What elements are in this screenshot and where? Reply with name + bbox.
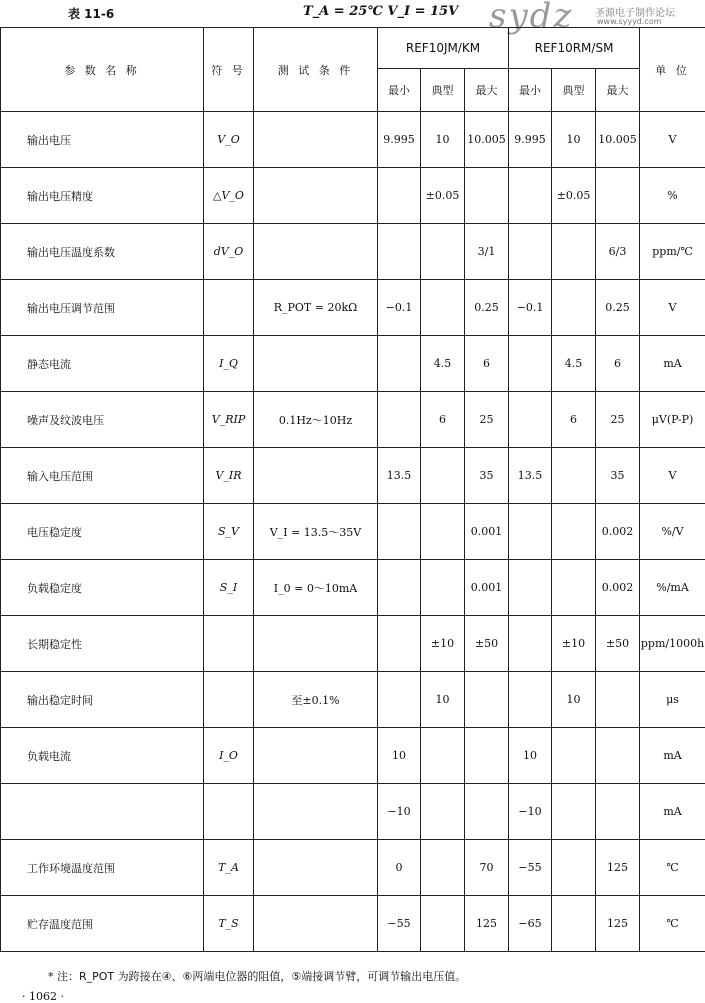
col-header-condition: 测 试 条 件	[254, 28, 378, 112]
test-condition	[254, 336, 378, 392]
table-header-row	[1, 28, 705, 69]
test-condition: V_I = 13.5～35V	[254, 504, 378, 560]
watermark-logo: sydz	[489, 0, 573, 36]
param-symbol: I_Q	[204, 336, 254, 392]
value-cell	[552, 728, 596, 784]
value-cell: 0.001	[465, 560, 509, 616]
value-cell: ±50	[465, 616, 509, 672]
value-cell: 9.995	[509, 112, 552, 168]
value-cell: −55	[509, 840, 552, 896]
unit-cell: ℃	[640, 840, 705, 896]
watermark-url: www.syyyd.com	[597, 17, 662, 26]
value-cell	[421, 504, 465, 560]
col-header-param: 参 数 名 称	[1, 28, 204, 112]
unit-cell: V	[640, 448, 705, 504]
unit-cell: ℃	[640, 896, 705, 952]
table-row	[1, 672, 705, 728]
subheader-typ: 典型	[552, 69, 596, 112]
value-cell	[509, 168, 552, 224]
table-row	[1, 504, 705, 560]
table-row	[1, 784, 705, 840]
param-symbol: V_RIP	[204, 392, 254, 448]
value-cell	[378, 672, 421, 728]
unit-cell: %	[640, 168, 705, 224]
col-header-symbol: 符 号	[204, 28, 254, 112]
param-symbol	[204, 280, 254, 336]
value-cell	[552, 784, 596, 840]
group-header-jm-km: REF10JM/KM	[378, 28, 509, 69]
value-cell: 13.5	[509, 448, 552, 504]
value-cell: 4.5	[552, 336, 596, 392]
param-symbol: V_O	[204, 112, 254, 168]
value-cell	[552, 504, 596, 560]
value-cell: 9.995	[378, 112, 421, 168]
unit-cell: μs	[640, 672, 705, 728]
table-row	[1, 392, 705, 448]
param-symbol: T_A	[204, 840, 254, 896]
param-symbol	[204, 672, 254, 728]
value-cell: 70	[465, 840, 509, 896]
table-row	[1, 280, 705, 336]
param-symbol	[204, 784, 254, 840]
unit-cell: V	[640, 112, 705, 168]
test-condition	[254, 112, 378, 168]
test-condition	[254, 616, 378, 672]
value-cell: 35	[596, 448, 640, 504]
test-condition	[254, 448, 378, 504]
value-cell	[465, 784, 509, 840]
param-name: 长期稳定性	[1, 616, 204, 672]
param-symbol: I_O	[204, 728, 254, 784]
value-cell	[509, 224, 552, 280]
value-cell: 6/3	[596, 224, 640, 280]
param-name: 贮存温度范围	[1, 896, 204, 952]
value-cell: −65	[509, 896, 552, 952]
value-cell	[509, 616, 552, 672]
value-cell	[552, 448, 596, 504]
param-name: 负载稳定度	[1, 560, 204, 616]
value-cell: 35	[465, 448, 509, 504]
param-name: 静态电流	[1, 336, 204, 392]
param-name: 工作环境温度范围	[1, 840, 204, 896]
param-name: 输出电压温度系数	[1, 224, 204, 280]
param-name	[1, 784, 204, 840]
value-cell	[421, 560, 465, 616]
value-cell	[509, 392, 552, 448]
value-cell	[421, 224, 465, 280]
unit-cell: V	[640, 280, 705, 336]
value-cell: ±10	[552, 616, 596, 672]
table-row	[1, 896, 705, 952]
value-cell: ±10	[421, 616, 465, 672]
value-cell	[596, 168, 640, 224]
test-condition: 0.1Hz～10Hz	[254, 392, 378, 448]
value-cell: −0.1	[509, 280, 552, 336]
value-cell	[378, 224, 421, 280]
test-condition	[254, 784, 378, 840]
value-cell	[378, 504, 421, 560]
value-cell	[596, 728, 640, 784]
table-row	[1, 560, 705, 616]
value-cell: 10	[378, 728, 421, 784]
value-cell	[421, 896, 465, 952]
unit-cell: μV(P-P)	[640, 392, 705, 448]
param-name: 输出电压	[1, 112, 204, 168]
value-cell	[378, 392, 421, 448]
value-cell	[378, 168, 421, 224]
value-cell: 6	[421, 392, 465, 448]
value-cell: 0.001	[465, 504, 509, 560]
param-name: 输出稳定时间	[1, 672, 204, 728]
value-cell	[509, 672, 552, 728]
value-cell: 125	[465, 896, 509, 952]
param-name: 电压稳定度	[1, 504, 204, 560]
param-name: 噪声及纹波电压	[1, 392, 204, 448]
test-condition: 至±0.1%	[254, 672, 378, 728]
value-cell	[465, 672, 509, 728]
footnote: * 注：R_POT 为跨接在④、⑥两端电位器的阻值，⑤端接调节臂，可调节输出电压值。	[48, 968, 466, 984]
group-header-rm-sm: REF10RM/SM	[509, 28, 640, 69]
param-name: 负载电流	[1, 728, 204, 784]
table-row	[1, 840, 705, 896]
test-condition: I_0 = 0～10mA	[254, 560, 378, 616]
value-cell	[552, 840, 596, 896]
value-cell: 10	[552, 112, 596, 168]
value-cell	[552, 224, 596, 280]
unit-cell: mA	[640, 336, 705, 392]
value-cell	[421, 784, 465, 840]
param-symbol: S_V	[204, 504, 254, 560]
page-number: · 1062 ·	[22, 990, 64, 1003]
test-condition	[254, 840, 378, 896]
value-cell: 6	[552, 392, 596, 448]
value-cell: 0.25	[465, 280, 509, 336]
table-row	[1, 224, 705, 280]
param-name: 输出电压精度	[1, 168, 204, 224]
table-row	[1, 336, 705, 392]
spec-table	[0, 27, 705, 952]
test-condition	[254, 728, 378, 784]
subheader-min: 最小	[509, 69, 552, 112]
unit-cell: mA	[640, 728, 705, 784]
test-conditions: T_A = 25℃ V_I = 15V	[303, 4, 458, 19]
param-symbol: dV_O	[204, 224, 254, 280]
value-cell	[421, 840, 465, 896]
value-cell: ±0.05	[421, 168, 465, 224]
value-cell: −10	[378, 784, 421, 840]
value-cell: 10	[509, 728, 552, 784]
param-name: 输入电压范围	[1, 448, 204, 504]
value-cell	[509, 560, 552, 616]
subheader-min: 最小	[378, 69, 421, 112]
value-cell: 10	[421, 672, 465, 728]
value-cell: 0.002	[596, 504, 640, 560]
value-cell: 13.5	[378, 448, 421, 504]
value-cell	[596, 672, 640, 728]
value-cell: 0	[378, 840, 421, 896]
value-cell	[552, 560, 596, 616]
value-cell	[378, 616, 421, 672]
unit-cell: mA	[640, 784, 705, 840]
table-row	[1, 728, 705, 784]
value-cell: −10	[509, 784, 552, 840]
value-cell: 4.5	[421, 336, 465, 392]
value-cell: 10.005	[465, 112, 509, 168]
value-cell	[421, 448, 465, 504]
value-cell	[509, 336, 552, 392]
value-cell: 10	[421, 112, 465, 168]
value-cell: 10.005	[596, 112, 640, 168]
value-cell	[465, 728, 509, 784]
value-cell: 0.25	[596, 280, 640, 336]
test-condition	[254, 168, 378, 224]
value-cell: 0.002	[596, 560, 640, 616]
unit-cell: ppm/1000h	[640, 616, 705, 672]
param-name: 输出电压调节范围	[1, 280, 204, 336]
value-cell: 25	[465, 392, 509, 448]
subheader-max: 最大	[465, 69, 509, 112]
value-cell: ±0.05	[552, 168, 596, 224]
unit-cell: %/mA	[640, 560, 705, 616]
unit-cell: %/V	[640, 504, 705, 560]
value-cell: 10	[552, 672, 596, 728]
col-header-unit: 单 位	[640, 28, 705, 112]
test-condition	[254, 224, 378, 280]
table-row	[1, 616, 705, 672]
table-row	[1, 112, 705, 168]
value-cell: −55	[378, 896, 421, 952]
test-condition	[254, 896, 378, 952]
value-cell	[596, 784, 640, 840]
watermark-site-name: 圣源电子制作论坛	[595, 4, 675, 19]
table-label: 表 11-6	[68, 5, 114, 22]
value-cell	[552, 896, 596, 952]
value-cell: 6	[596, 336, 640, 392]
param-symbol: V_IR	[204, 448, 254, 504]
value-cell: 125	[596, 896, 640, 952]
value-cell: ±50	[596, 616, 640, 672]
value-cell	[552, 280, 596, 336]
value-cell: 125	[596, 840, 640, 896]
param-symbol: △V_O	[204, 168, 254, 224]
param-symbol: S_I	[204, 560, 254, 616]
value-cell: 25	[596, 392, 640, 448]
subheader-max: 最大	[596, 69, 640, 112]
test-condition: R_POT = 20kΩ	[254, 280, 378, 336]
value-cell: 3/1	[465, 224, 509, 280]
subheader-typ: 典型	[421, 69, 465, 112]
value-cell	[509, 504, 552, 560]
param-symbol	[204, 616, 254, 672]
value-cell	[378, 560, 421, 616]
table-row	[1, 448, 705, 504]
table-row	[1, 168, 705, 224]
value-cell	[465, 168, 509, 224]
value-cell	[421, 280, 465, 336]
param-symbol: T_S	[204, 896, 254, 952]
value-cell: 6	[465, 336, 509, 392]
value-cell: −0.1	[378, 280, 421, 336]
value-cell	[378, 336, 421, 392]
unit-cell: ppm/℃	[640, 224, 705, 280]
value-cell	[421, 728, 465, 784]
